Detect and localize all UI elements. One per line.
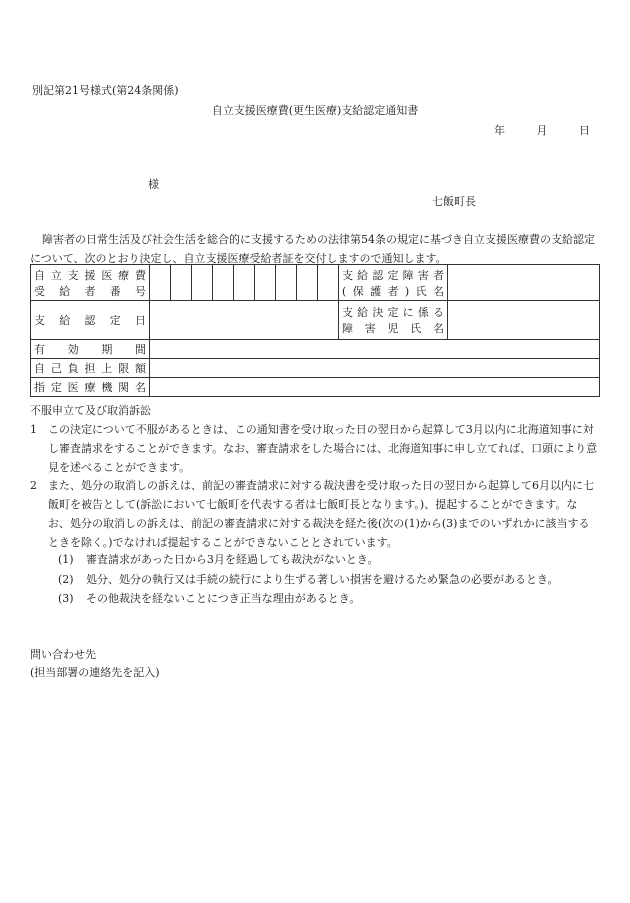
disabled-person-name-value[interactable] [448, 265, 600, 301]
sub-item-number: (3) [58, 592, 74, 605]
document-title: 自立支援医療費(更生医療)支給認定通知書 [211, 104, 419, 117]
addressee-suffix: 様 [148, 178, 159, 191]
recipient-number-label [31, 265, 150, 301]
date-day: 日 [579, 124, 590, 137]
copay-limit-value[interactable] [150, 359, 600, 378]
certificate-table [30, 264, 600, 397]
recipient-number-digit[interactable] [150, 265, 171, 301]
recipient-number-digit[interactable] [297, 265, 318, 301]
recipient-number-digit[interactable] [171, 265, 192, 301]
appeal-heading: 不服申立て及び取消訴訟 [30, 404, 151, 417]
approval-date-label: 支給認定日 [31, 301, 150, 340]
date-year: 年 [494, 124, 505, 137]
sub-item-text: 審査請求があった日から3月を経過しても裁決がないとき。 [86, 553, 379, 566]
appeal-sub-item [58, 551, 378, 567]
contact-heading: 問い合わせ先 [30, 648, 96, 661]
child-name-value[interactable] [448, 301, 600, 340]
issuer: 七飯町長 [432, 195, 476, 208]
copay-limit-label: 自己負担上限額 [31, 359, 150, 378]
contact-note: (担当部署の連絡先を記入) [30, 666, 160, 679]
label-line: 支給認定障害者 [342, 268, 444, 282]
item-text: この決定について不服があるときは、この通知書を受け取った日の翌日から起算して3月以内に北海道知事に対し審査請求をすることができます。なお、審査請求をした場合には、北海道知事に申し立てれば、口頭により意見を述べることができます。 [48, 423, 598, 474]
intro-paragraph: 障害者の日常生活及び社会生活を総合的に支援するための法律第54条の規定に基づき自立支援医療費の支給認定について、次のとおり決定し、自立支援医療受給者証を交付しますので通知します。 [30, 233, 595, 265]
appeal-sub-item [58, 571, 559, 587]
approval-date-value[interactable] [150, 301, 339, 340]
sub-item-number: (2) [58, 573, 74, 586]
sub-item-text: 処分、処分の執行又は手続の続行により生ずる著しい損害を避けるため緊急の必要があるとき。 [86, 573, 559, 586]
appeal-item-2 [30, 476, 598, 552]
sub-item-text: その他裁決を経ないことにつき正当な理由があるとき。 [86, 592, 361, 605]
label-line: 障害児氏名 [342, 322, 444, 335]
recipient-number-digit[interactable] [318, 265, 339, 301]
validity-period-value[interactable] [150, 340, 600, 359]
medical-institution-value[interactable] [150, 378, 600, 397]
recipient-number-digit[interactable] [276, 265, 297, 301]
form-code: 別記第21号様式(第24条関係) [32, 84, 179, 97]
date-month: 月 [536, 124, 548, 137]
item-number: 1 [30, 423, 37, 436]
item-number: 2 [30, 479, 37, 492]
sub-item-number: (1) [58, 553, 74, 566]
recipient-number-digit[interactable] [192, 265, 213, 301]
medical-institution-label: 指定医療機関名 [31, 378, 150, 397]
child-name-label [339, 301, 448, 340]
recipient-number-digit[interactable] [213, 265, 234, 301]
disabled-person-name-label [339, 265, 448, 301]
validity-period-label: 有効期間 [31, 340, 150, 359]
label-line: 支給決定に係る [342, 306, 444, 319]
recipient-number-digit[interactable] [234, 265, 255, 301]
recipient-number-digit[interactable] [255, 265, 276, 301]
label-line: 自立支援医療費 [34, 268, 146, 282]
date-line [466, 122, 590, 138]
item-text: また、処分の取消しの訴えは、前記の審査請求に対する裁決書を受け取った日の翌日から起算して6月以内に七飯町を被告として(訴訟において七飯町を代表する者は七飯町長となります。)、提起することができます。なお、処分の取消しの訴えは、前記の審査請求に対する裁決を経た後(次の(1)から(3)までのいずれかに該当するときを除く。)でなければ提起することができないこととされています。 [48, 479, 594, 549]
label-line: 受給者番号 [34, 284, 146, 298]
appeal-sub-item [58, 590, 360, 606]
appeal-item-1 [30, 420, 598, 477]
label-line: (保護者)氏名 [342, 284, 444, 298]
